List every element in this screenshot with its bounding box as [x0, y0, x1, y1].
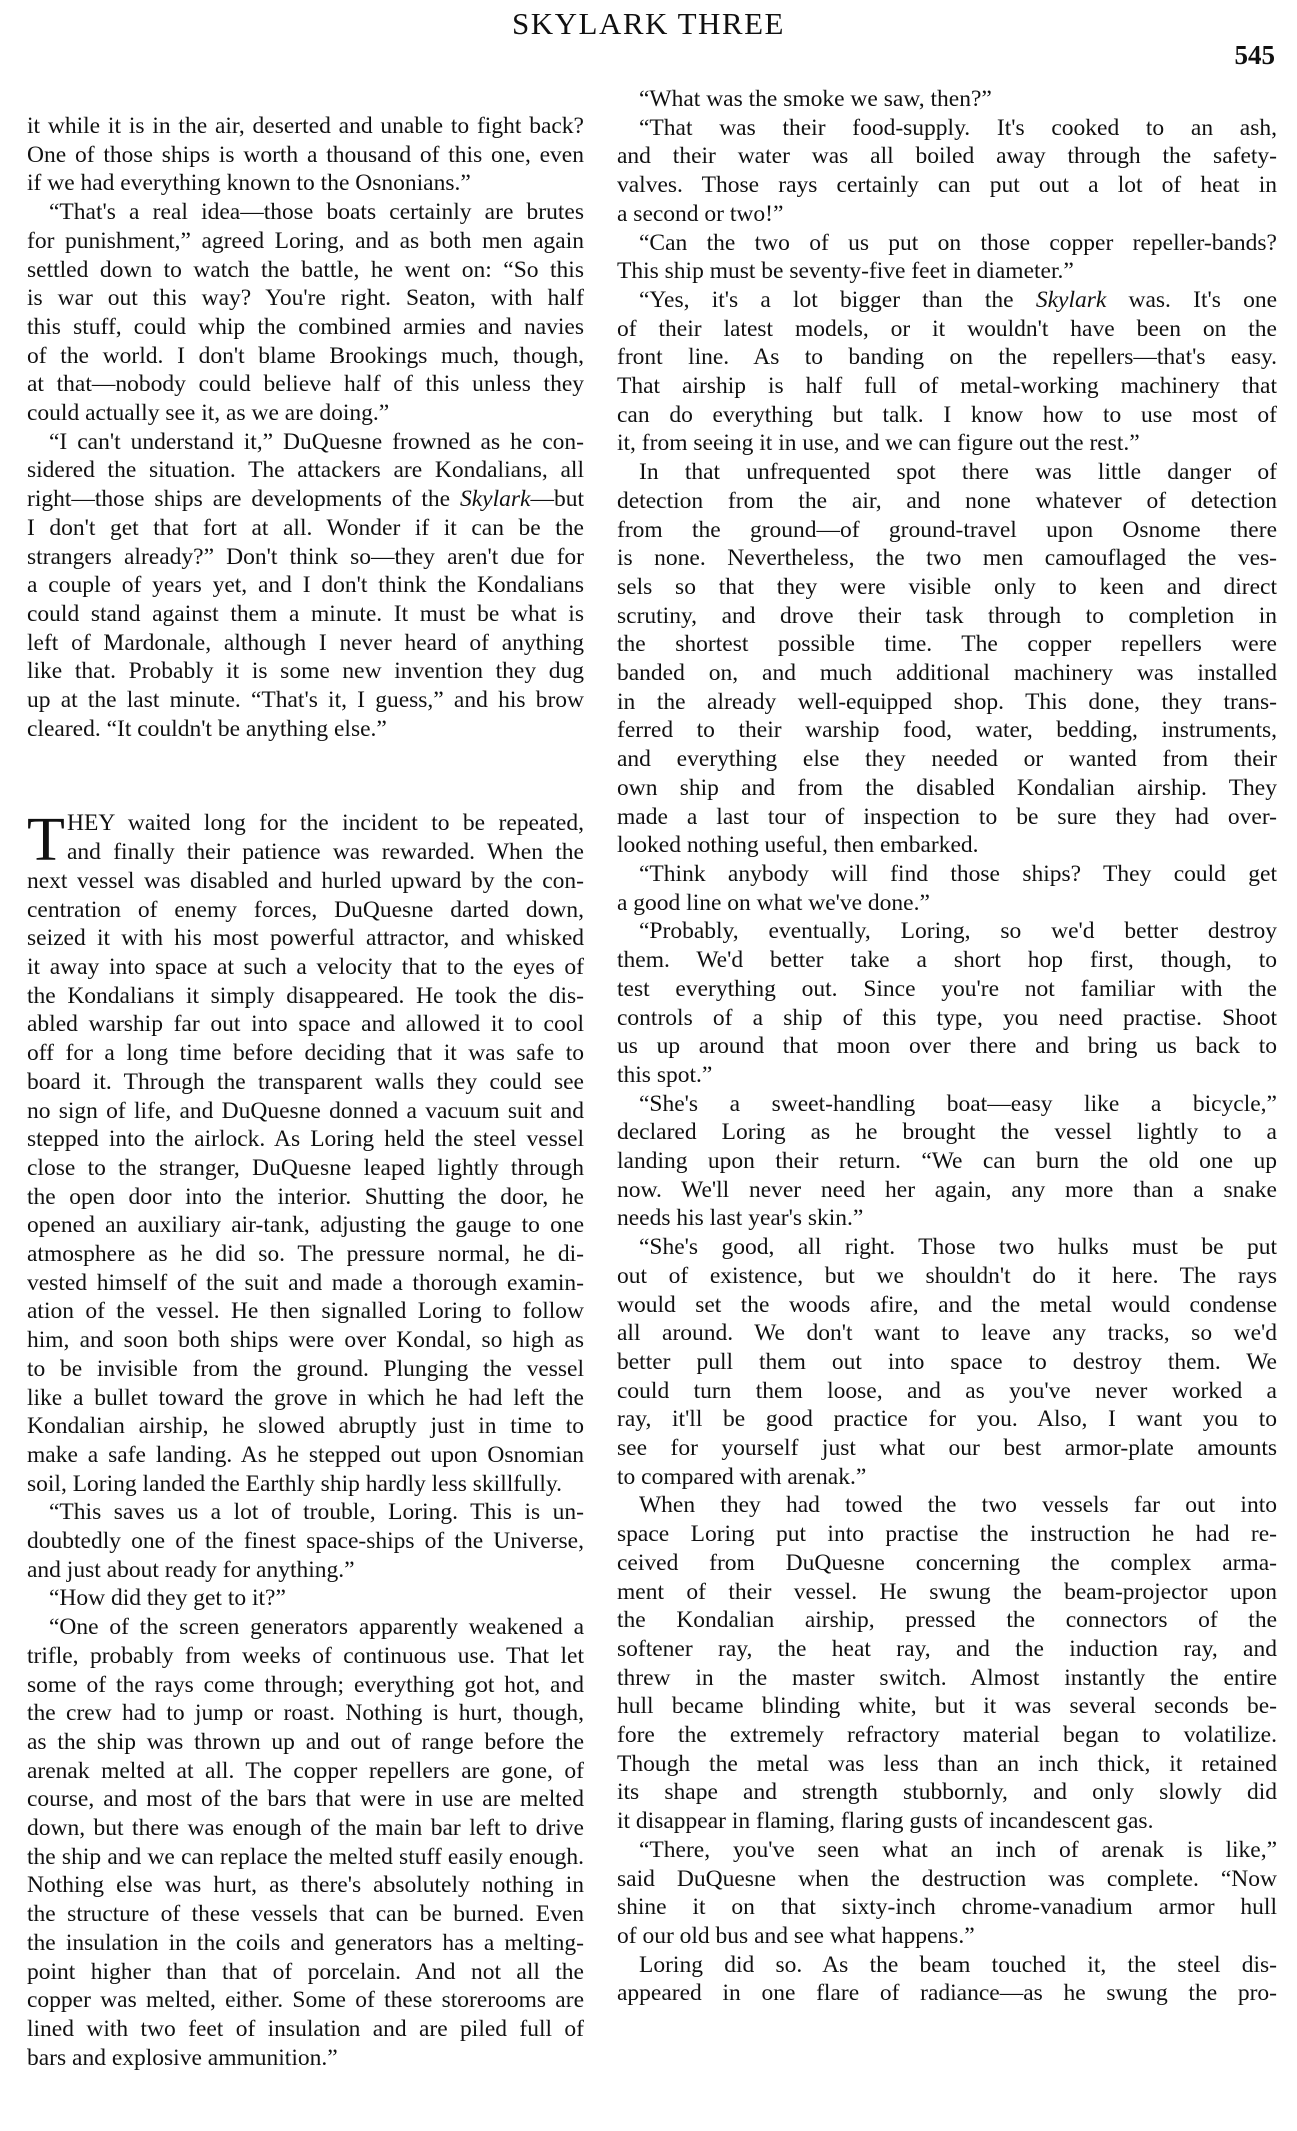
text-line: “Think anybody will find those ships? They could get	[639, 860, 1277, 887]
text-line: opened an auxiliary air-tank, adjusting the gauge to one	[27, 1212, 584, 1239]
text-line	[27, 485, 584, 514]
page-number: 545	[1234, 40, 1275, 70]
text-line: “She's good, all right. Those two hulks must be put	[639, 1234, 1277, 1261]
text-line: “I can't understand it,” DuQuesne frowned as he con-	[49, 428, 584, 455]
text-line: us up around that moon over there and bring us back to	[617, 1033, 1277, 1060]
text-line: detection from the air, and none whatever of detection	[617, 487, 1277, 514]
text-line: I don't get that fort at all. Wonder if it can be the	[27, 514, 584, 541]
text-line: declared Loring as he brought the vessel lightly to a	[617, 1119, 1277, 1146]
text-line: make a safe landing. As he stepped out upon Osnomian	[27, 1441, 584, 1468]
paragraph	[617, 1233, 1277, 1491]
paragraph	[617, 286, 1277, 458]
text-line: This ship must be seventy-five feet in diameter.”	[617, 258, 1074, 285]
paragraph	[27, 806, 584, 1498]
text-line: “That was their food-supply. It's cooked to an ash,	[639, 114, 1277, 141]
text-line: is war out this way? You're right. Seaton, with half	[27, 285, 584, 312]
text-line: them. We'd better take a short hop first, though, to	[617, 947, 1277, 974]
paragraph	[617, 114, 1277, 229]
italic-title: Skylark	[460, 486, 531, 513]
text-line: next vessel was disabled and hurled upward by the con-	[27, 867, 584, 894]
text-line: own ship and from the disabled Kondalian airship. They	[617, 774, 1277, 801]
text-line: arenak melted at all. The copper repellers are gone, of	[27, 1757, 584, 1784]
text-line: soil, Loring landed the Earthly ship hardly less skillfully.	[27, 1470, 562, 1497]
text-line: centration of enemy forces, DuQuesne darted down,	[27, 896, 584, 923]
text-line: vested himself of the suit and made a thorough examin-	[27, 1269, 584, 1296]
text-line: “What was the smoke we saw, then?”	[639, 86, 992, 112]
text-line: seized it with his most powerful attractor, and whisked	[27, 925, 584, 952]
paragraph	[27, 1584, 584, 1613]
text-line: test everything out. Since you're not familiar with the	[617, 975, 1277, 1002]
text-line: bars and explosive ammunition.”	[27, 2044, 338, 2071]
paragraph	[617, 860, 1277, 917]
paragraph	[617, 1090, 1277, 1234]
paragraph	[617, 1491, 1277, 1835]
italic-title: Skylark	[1035, 286, 1107, 313]
text-line: this stuff, could whip the combined armies and navies	[27, 313, 584, 340]
text-line: cleared. “It couldn't be anything else.”	[27, 715, 387, 742]
text-line: “How did they get to it?”	[49, 1585, 286, 1612]
text-line: “There, you've seen what an inch of arenak is like,”	[639, 1836, 1277, 1863]
drop-cap: T	[27, 806, 65, 875]
text-line: In that unfrequented spot there was little danger of	[639, 459, 1277, 486]
text-line: controls of a ship of this type, you need practise. Shoot	[617, 1004, 1277, 1031]
text-line: up at the last minute. “That's it, I guess,” and his brow	[27, 687, 584, 714]
text-line: board it. Through the transparent walls they could see	[27, 1068, 584, 1095]
text-line: front line. As to banding on the repellers—that's easy.	[617, 344, 1277, 371]
text-line: point higher than that of porcelain. And not all the	[27, 1958, 584, 1985]
text-line: could actually see it, as we are doing.”	[27, 400, 390, 427]
text-segment: “Yes, it's a lot bigger than the	[639, 286, 1036, 313]
text-line: looked nothing useful, then embarked.	[617, 832, 979, 859]
text-line: When they had towed the two vessels far out into	[639, 1492, 1277, 1519]
text-line: of their latest models, or it wouldn't have been on the	[617, 315, 1277, 342]
text-line: “This saves us a lot of trouble, Loring. This is un-	[49, 1499, 584, 1526]
text-line: could stand against them a minute. It must be what is	[27, 600, 584, 627]
text-line: needs his last year's skin.”	[617, 1205, 864, 1232]
text-line: hull became blinding white, but it was several seconds be-	[617, 1693, 1277, 1720]
text-segment: right—those ships are developments of the	[27, 486, 460, 513]
text-line: for punishment,” agreed Loring, and as both men again	[27, 227, 584, 254]
text-line: better pull them out into space to destroy them. We	[617, 1348, 1277, 1375]
paragraph	[617, 917, 1277, 1089]
text-line: Though the metal was less than an inch thick, it retained	[617, 1750, 1277, 1777]
text-line: space Loring put into practise the instruction he had re-	[617, 1521, 1277, 1548]
text-line: Loring did so. As the beam touched it, the steel dis-	[639, 1951, 1277, 1978]
text-line	[617, 286, 1277, 315]
text-line: HEY waited long for the incident to be repeated,	[67, 810, 584, 837]
paragraph	[27, 112, 584, 198]
text-line: no sign of life, and DuQuesne donned a vacuum suit and	[27, 1097, 584, 1124]
text-line: settled down to watch the battle, he went on: “So this	[27, 256, 584, 283]
text-line: like that. Probably it is some new invention they dug	[27, 658, 584, 685]
paragraph	[617, 1951, 1277, 2008]
text-line: this spot.”	[617, 1061, 713, 1088]
paragraph	[27, 198, 584, 428]
text-line: in the already well-equipped shop. This done, they trans-	[617, 688, 1277, 715]
text-line: the shortest possible time. The copper repellers were	[617, 631, 1277, 658]
text-line: the structure of these vessels that can be burned. Even	[27, 1901, 584, 1928]
text-line: can do everything but talk. I know how to use most of	[617, 401, 1277, 428]
text-line: ceived from DuQuesne concerning the complex arma-	[617, 1549, 1277, 1576]
text-line: could turn them loose, and as you've never worked a	[617, 1377, 1277, 1404]
text-column-right	[617, 85, 1277, 2008]
text-line: lined with two feet of insulation and are piled full of	[27, 2016, 584, 2042]
text-line: of the world. I don't blame Brookings much, though,	[27, 342, 584, 369]
text-line: valves. Those rays certainly can put out a lot of heat in	[617, 172, 1277, 199]
text-line: softener ray, the heat ray, and the induction ray, and	[617, 1635, 1277, 1662]
text-line: now. We'll never need her again, any more than a snake	[617, 1176, 1277, 1203]
text-line: and everything else they needed or wanted from their	[617, 746, 1277, 773]
running-head-title: SKYLARK THREE	[512, 6, 785, 41]
text-line: some of the rays come through; everything got hot, and	[27, 1671, 584, 1698]
text-line: left of Mardonale, although I never heard of anything	[27, 629, 584, 656]
text-line: to compared with arenak.”	[617, 1463, 867, 1490]
text-line: course, and most of the bars that were in use are melted	[27, 1786, 584, 1813]
text-line: “Can the two of us put on those copper repeller-bands?	[639, 229, 1277, 256]
text-line: and finally their patience was rewarded. When the	[67, 839, 584, 866]
text-column-left	[27, 112, 584, 2072]
text-line: “Probably, eventually, Loring, so we'd better destroy	[639, 918, 1277, 945]
text-line: and just about ready for anything.”	[27, 1556, 355, 1583]
paragraph	[27, 1613, 584, 2072]
text-segment: was. It's one	[1106, 286, 1277, 313]
text-line: close to the stranger, DuQuesne leaped lightly through	[27, 1154, 584, 1181]
text-line: fore the extremely refractory material began to volatilize.	[617, 1722, 1277, 1749]
text-line: would set the woods afire, and the metal would condense	[617, 1291, 1277, 1318]
paragraph	[27, 1498, 584, 1584]
text-line: it, from seeing it in use, and we can figure out the rest.”	[617, 430, 1140, 457]
text-line: sels so that they were visible only to keen and direct	[617, 573, 1277, 600]
text-line: threw in the master switch. Almost instantly the entire	[617, 1664, 1277, 1691]
text-line: a couple of years yet, and I don't think the Kondalians	[27, 572, 584, 599]
text-segment: —but	[530, 486, 584, 513]
paragraph	[617, 458, 1277, 860]
text-line: the open door into the interior. Shutting the door, he	[27, 1183, 584, 1210]
text-line: a good line on what we've done.”	[617, 889, 930, 916]
text-line: the insulation in the coils and generators has a melting-	[27, 1929, 584, 1956]
text-line: abled warship far out into space and allowed it to cool	[27, 1011, 584, 1038]
text-line: as the ship was thrown up and out of range before the	[27, 1728, 584, 1755]
text-line: said DuQuesne when the destruction was complete. “Now	[617, 1865, 1277, 1892]
text-line: from the ground—of ground-travel upon Osnome there	[617, 516, 1277, 543]
text-line: banded on, and much additional machinery was installed	[617, 660, 1277, 687]
text-line: like a bullet toward the grove in which he had left the	[27, 1384, 584, 1411]
text-line: him, and soon both ships were over Kondal, so high as	[27, 1327, 584, 1354]
text-line: down, but there was enough of the main bar left to drive	[27, 1815, 584, 1842]
paragraph	[617, 85, 1277, 114]
paragraph	[27, 428, 584, 744]
text-line: if we had everything known to the Osnonians.”	[27, 170, 471, 197]
text-line: the Kondalians it simply disappeared. He took the dis-	[27, 982, 584, 1009]
text-line: Kondalian airship, he slowed abruptly just in time to	[27, 1413, 584, 1440]
text-line: copper was melted, either. Some of these storerooms are	[27, 1987, 584, 2014]
text-line: appeared in one flare of radiance—as he swung the pro-	[617, 1980, 1277, 2007]
paragraph	[617, 1836, 1277, 1951]
text-line: it disappear in flaming, flaring gusts of incandescent gas.	[617, 1808, 1154, 1835]
text-line: at that—nobody could believe half of this unless they	[27, 371, 584, 398]
text-line: the Kondalian airship, pressed the connectors of the	[617, 1607, 1277, 1634]
text-line: ation of the vessel. He then signalled Loring to follow	[27, 1298, 584, 1325]
paragraph	[617, 229, 1277, 286]
text-line: ferred to their warship food, water, bedding, instruments,	[617, 717, 1277, 744]
text-line: landing upon their return. “We can burn the old one up	[617, 1148, 1277, 1175]
text-line: shine it on that sixty-inch chrome-vanadium armor hull	[617, 1894, 1277, 1921]
text-line: of our old bus and see what happens.”	[617, 1923, 975, 1949]
text-line: doubtedly one of the finest space-ships of the Universe,	[27, 1528, 584, 1555]
text-line: “One of the screen generators apparently weakened a	[49, 1614, 584, 1641]
text-line: One of those ships is worth a thousand of this one, even	[27, 141, 584, 168]
text-line: scrutiny, and drove their task through to completion in	[617, 602, 1277, 629]
text-line: the ship and we can replace the melted stuff easily enough.	[27, 1843, 584, 1870]
text-line: and their water was all boiled away through the safety-	[617, 143, 1277, 170]
text-line: ment of their vessel. He swung the beam-projector upon	[617, 1578, 1277, 1605]
text-line: out of existence, but we shouldn't do it here. The rays	[617, 1262, 1277, 1289]
text-line: ray, it'll be good practice for you. Also, I want you to	[617, 1406, 1277, 1433]
text-line: the crew had to jump or roast. Nothing is hurt, though,	[27, 1700, 584, 1727]
text-line: sidered the situation. The attackers are Kondalians, all	[27, 457, 584, 484]
text-line: “She's a sweet-handling boat—easy like a bicycle,”	[639, 1090, 1277, 1117]
text-line: it while it is in the air, deserted and unable to fight back?	[27, 113, 584, 139]
text-line: strangers already?” Don't think so—they aren't due for	[27, 543, 584, 570]
text-line: all around. We don't want to leave any tracks, so we'd	[617, 1320, 1277, 1347]
text-line: Nothing else was hurt, as there's absolutely nothing in	[27, 1872, 584, 1899]
text-line: atmosphere as he did so. The pressure normal, he di-	[27, 1241, 584, 1268]
text-line: That airship is half full of metal-working machinery that	[617, 373, 1277, 400]
text-line: stepped into the airlock. As Loring held the steel vessel	[27, 1126, 584, 1153]
text-line: see for yourself just what our best armor-plate amounts	[617, 1435, 1277, 1462]
text-line: it away into space at such a velocity that to the eyes of	[27, 953, 584, 980]
text-line: a second or two!”	[617, 200, 784, 227]
text-line: its shape and strength stubbornly, and only slowly did	[617, 1779, 1277, 1806]
text-line: off for a long time before deciding that it was safe to	[27, 1040, 584, 1067]
text-line: made a last tour of inspection to be sure they had over-	[617, 803, 1277, 830]
text-line: trifle, probably from weeks of continuous use. That let	[27, 1642, 584, 1669]
text-line: is none. Nevertheless, the two men camouflaged the ves-	[617, 545, 1277, 572]
text-line: “That's a real idea—those boats certainly are brutes	[49, 199, 584, 226]
text-line: to be invisible from the ground. Plunging the vessel	[27, 1355, 584, 1382]
